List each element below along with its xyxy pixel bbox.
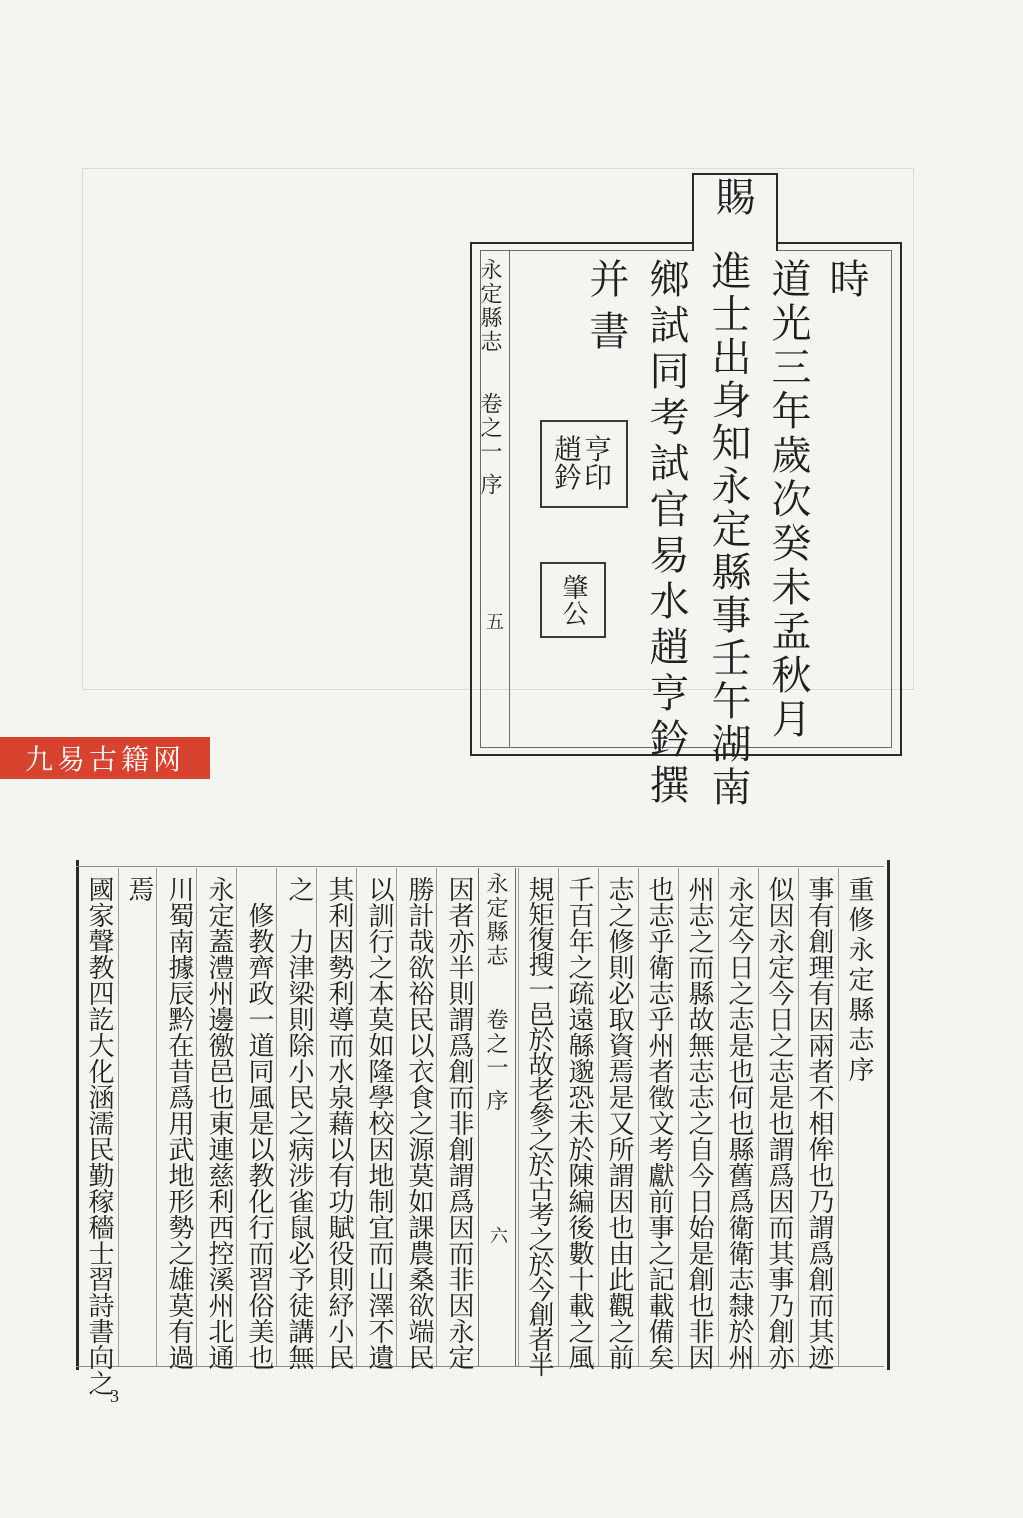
watermark-banner: 九易古籍网 — [0, 737, 210, 779]
upper-column-2: 道光三年歲次癸未孟秋月 — [765, 258, 811, 742]
column-rule — [436, 868, 437, 1366]
seal-text-2: 肇公 — [558, 574, 588, 626]
lower-leaf-top-rule — [76, 866, 884, 867]
seal-square-upper — [540, 420, 628, 508]
upper-column-5: 并書 — [583, 258, 629, 362]
lower-column-5: 也志乎衛志乎州者徵文考獻前事之記載備矣 — [644, 876, 674, 1370]
lower-left-column-2: 勝計哉欲裕民以衣食之源莫如課農桑欲端民 — [404, 876, 434, 1370]
lower-column-8: 規矩復搜一邑於故老參之於古考之於今創者半 — [524, 876, 554, 1376]
upper-margin-title: 永定縣志 — [477, 258, 502, 354]
column-rule — [558, 868, 559, 1366]
lower-last-column: 國家聲教四訖大化涵濡民勤稼穡士習詩書向之 — [84, 876, 114, 1396]
lower-margin-page-number: 六 — [487, 1226, 508, 1250]
footer-page-number: 3 — [110, 1386, 119, 1406]
column-rule — [758, 868, 759, 1366]
lower-left-column-9: 焉 — [124, 876, 154, 902]
column-rule — [196, 868, 197, 1366]
column-rule — [276, 868, 277, 1366]
lower-column-3: 永定今日之志是也何也縣舊爲衛衛志隸於州 — [724, 876, 754, 1370]
column-rule — [798, 868, 799, 1366]
upper-margin-page-number: 五 — [483, 612, 504, 636]
column-rule — [396, 868, 397, 1366]
lower-column-4: 州志之而縣故無志志之自今日始是創也非因 — [684, 876, 714, 1370]
lower-left-column-6: 修教齊政一道同風是以教化行而習俗美也 — [244, 876, 274, 1370]
upper-column-3: 進士出身知永定縣事壬午湖南 — [705, 250, 751, 809]
column-rule — [356, 868, 357, 1366]
column-rule — [156, 868, 157, 1366]
column-rule — [598, 868, 599, 1366]
lower-column-7: 千百年之疏遠緜邈恐未於陳編後數十載之風 — [564, 876, 594, 1370]
column-rule — [118, 868, 119, 1366]
lower-left-column-5: 之 力津梁則除小民之病涉雀鼠必予徒講無 — [284, 876, 314, 1370]
column-rule — [236, 868, 237, 1366]
lower-column-1: 事有創理有因兩者不相侔也乃謂爲創而其迹 — [804, 876, 834, 1370]
column-rule — [518, 868, 519, 1366]
honorific-character: 賜 — [709, 176, 755, 228]
lower-margin-volume: 卷之一 序 — [483, 1008, 508, 1113]
column-rule — [316, 868, 317, 1366]
seal-text-1: 趙亨鈐印 — [554, 433, 615, 494]
column-rule — [718, 868, 719, 1366]
seal-square-lower — [540, 562, 606, 638]
lower-column-2: 似因永定今日之志是也謂爲因而其事乃創亦 — [764, 876, 794, 1370]
lower-margin-title: 永定縣志 — [483, 872, 508, 968]
column-rule — [838, 868, 839, 1366]
upper-margin-volume: 卷之一 序 — [477, 392, 502, 497]
lower-left-column-7: 永定蓋澧州邊徼邑也東連慈利西控溪州北通 — [204, 876, 234, 1370]
lower-column-9: 因者亦半則謂爲創而非創謂爲因而非因永定 — [444, 876, 474, 1370]
lower-left-column-4: 其利因勢利導而水泉藉以有功賦役則紓小民 — [324, 876, 354, 1370]
column-rule — [638, 868, 639, 1366]
lower-column-6: 志之修則必取資焉是又所謂因也由此觀之前 — [604, 876, 634, 1370]
lower-left-column-3: 以訓行之本莫如隆學校因地制宜而山澤不遺 — [364, 876, 394, 1370]
column-rule — [678, 868, 679, 1366]
upper-column-1: 時 — [823, 258, 869, 310]
lower-heading: 重修永定縣志序 — [844, 876, 874, 1086]
lower-left-column-8: 川蜀南據辰黔在昔爲用武地形勢之雄莫有過 — [164, 876, 194, 1370]
upper-column-4: 鄉試同考試官易水趙亨鈐撰 — [643, 258, 689, 810]
lower-leaf-bottom-rule — [76, 1366, 884, 1367]
